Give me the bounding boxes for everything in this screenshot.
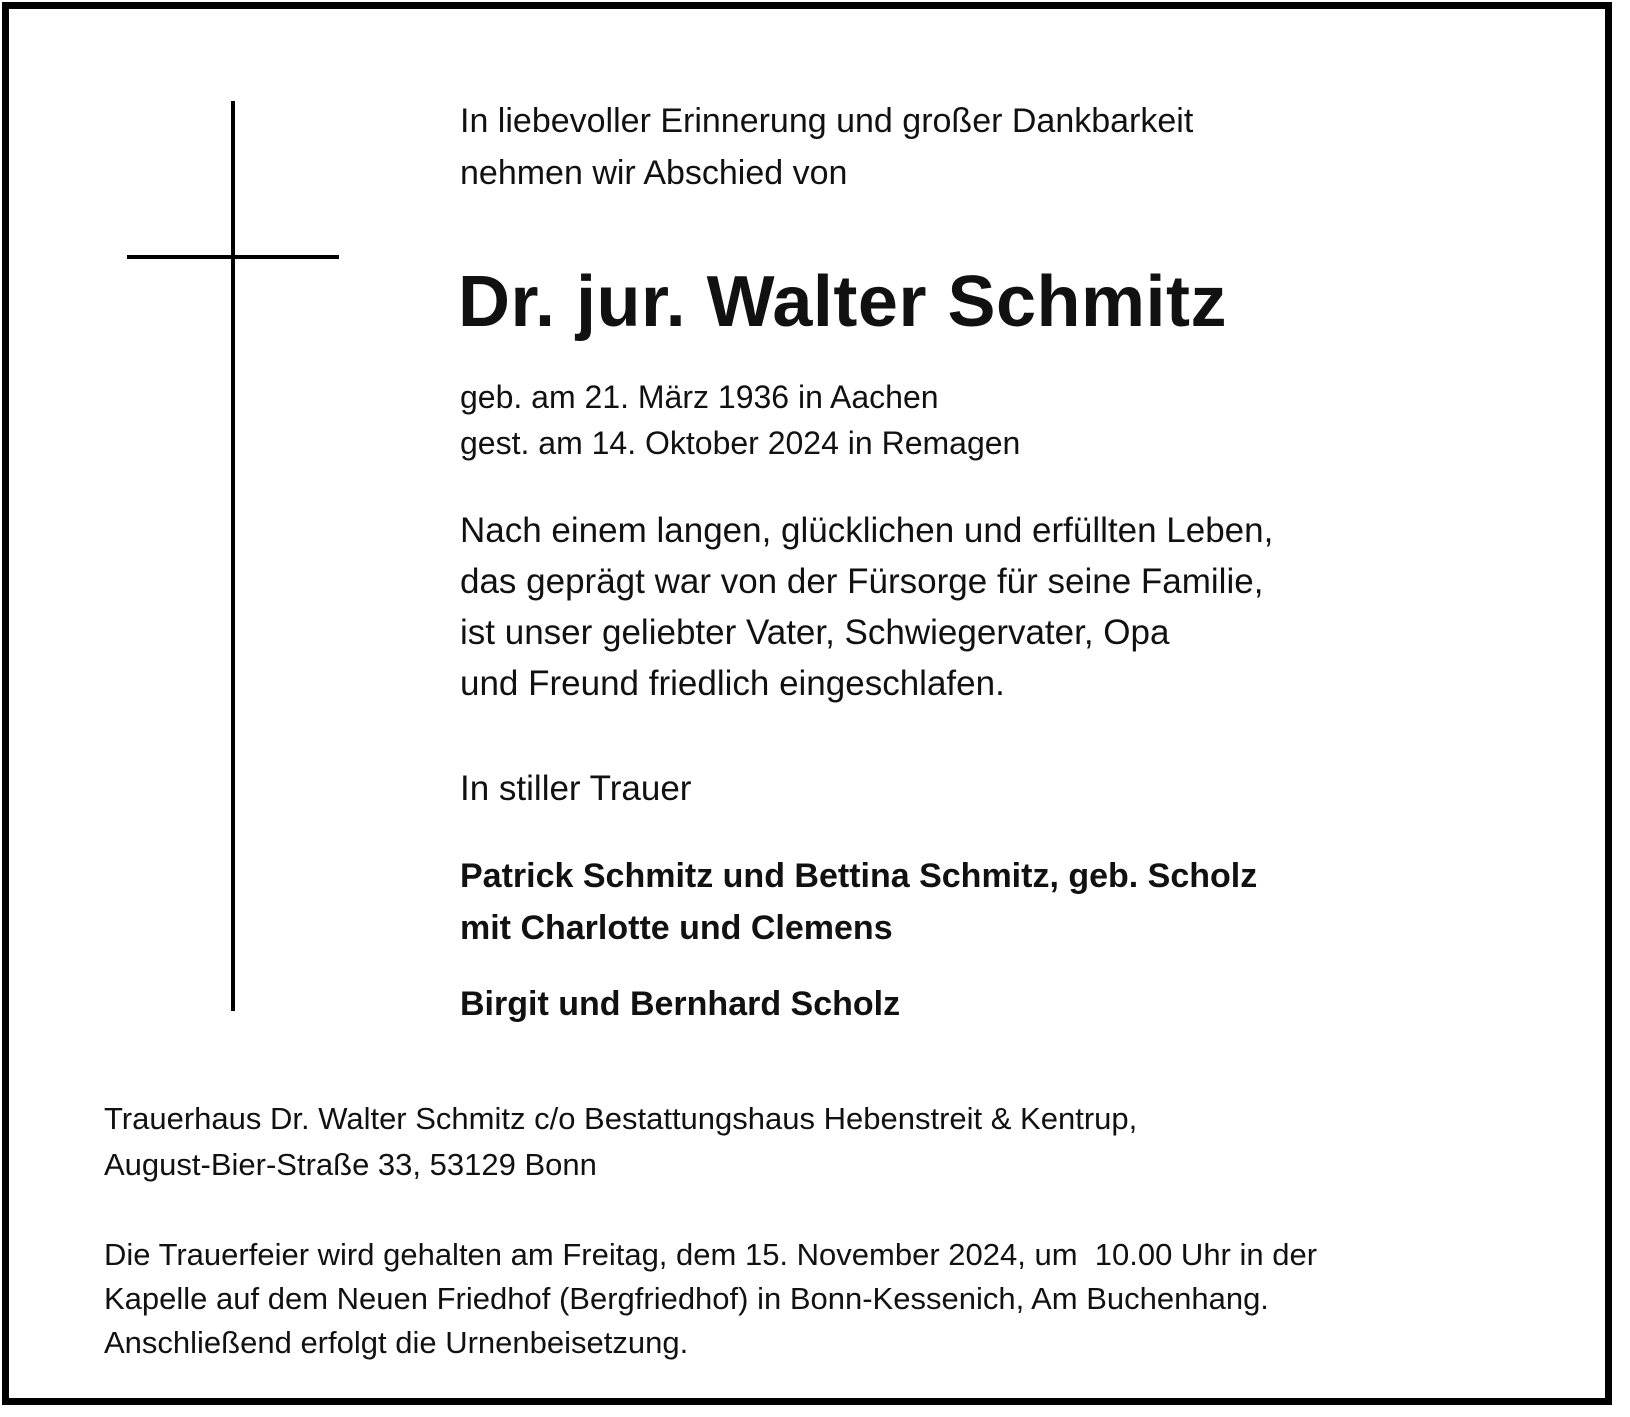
text-line: Nach einem langen, glücklichen und erfüllten Leben,: [460, 511, 1274, 550]
intro-line-1: In liebevoller Erinnerung und großer Dankbarkeit: [460, 102, 1194, 140]
obituary-text: [460, 505, 1273, 709]
text-line: und Freund friedlich eingeschlafen.: [460, 664, 1005, 703]
intro-text: [460, 95, 1193, 199]
deceased-name: Dr. jur. Walter Schmitz: [458, 262, 1228, 342]
mourning-house-address: [104, 1096, 1137, 1188]
cross-icon-horizontal-bar: [127, 255, 339, 259]
mourning-phrase: In stiller Trauer: [460, 769, 692, 808]
intro-line-2: nehmen wir Abschied von: [460, 154, 848, 192]
family-group-1: [460, 850, 1257, 954]
house-line-2: August-Bier-Straße 33, 53129 Bonn: [104, 1147, 597, 1182]
life-dates: [460, 374, 1020, 466]
obituary-frame: [2, 2, 1612, 1405]
funeral-line-1: Die Trauerfeier wird gehalten am Freitag, dem 15. November 2024, um 10.00 Uhr in der: [104, 1237, 1318, 1272]
text-line: ist unser geliebter Vater, Schwiegervater, Opa: [460, 613, 1170, 652]
family-group-1-line-2: mit Charlotte und Clemens: [460, 909, 893, 947]
cross-icon-vertical-bar: [231, 101, 235, 1011]
funeral-line-3: Anschließend erfolgt die Urnenbeisetzung.: [104, 1325, 689, 1360]
family-group-2: Birgit und Bernhard Scholz: [460, 985, 901, 1023]
text-line: das geprägt war von der Fürsorge für seine Familie,: [460, 562, 1264, 601]
birth-date: geb. am 21. März 1936 in Aachen: [460, 379, 939, 415]
funeral-service-info: [104, 1233, 1317, 1365]
family-group-1-line-1: Patrick Schmitz und Bettina Schmitz, geb. Scholz: [460, 857, 1258, 895]
funeral-line-2: Kapelle auf dem Neuen Friedhof (Bergfriedhof) in Bonn-Kessenich, Am Buchenhang.: [104, 1281, 1269, 1316]
house-line-1: Trauerhaus Dr. Walter Schmitz c/o Bestattungshaus Hebenstreit & Kentrup,: [104, 1101, 1138, 1136]
death-date: gest. am 14. Oktober 2024 in Remagen: [460, 425, 1021, 461]
